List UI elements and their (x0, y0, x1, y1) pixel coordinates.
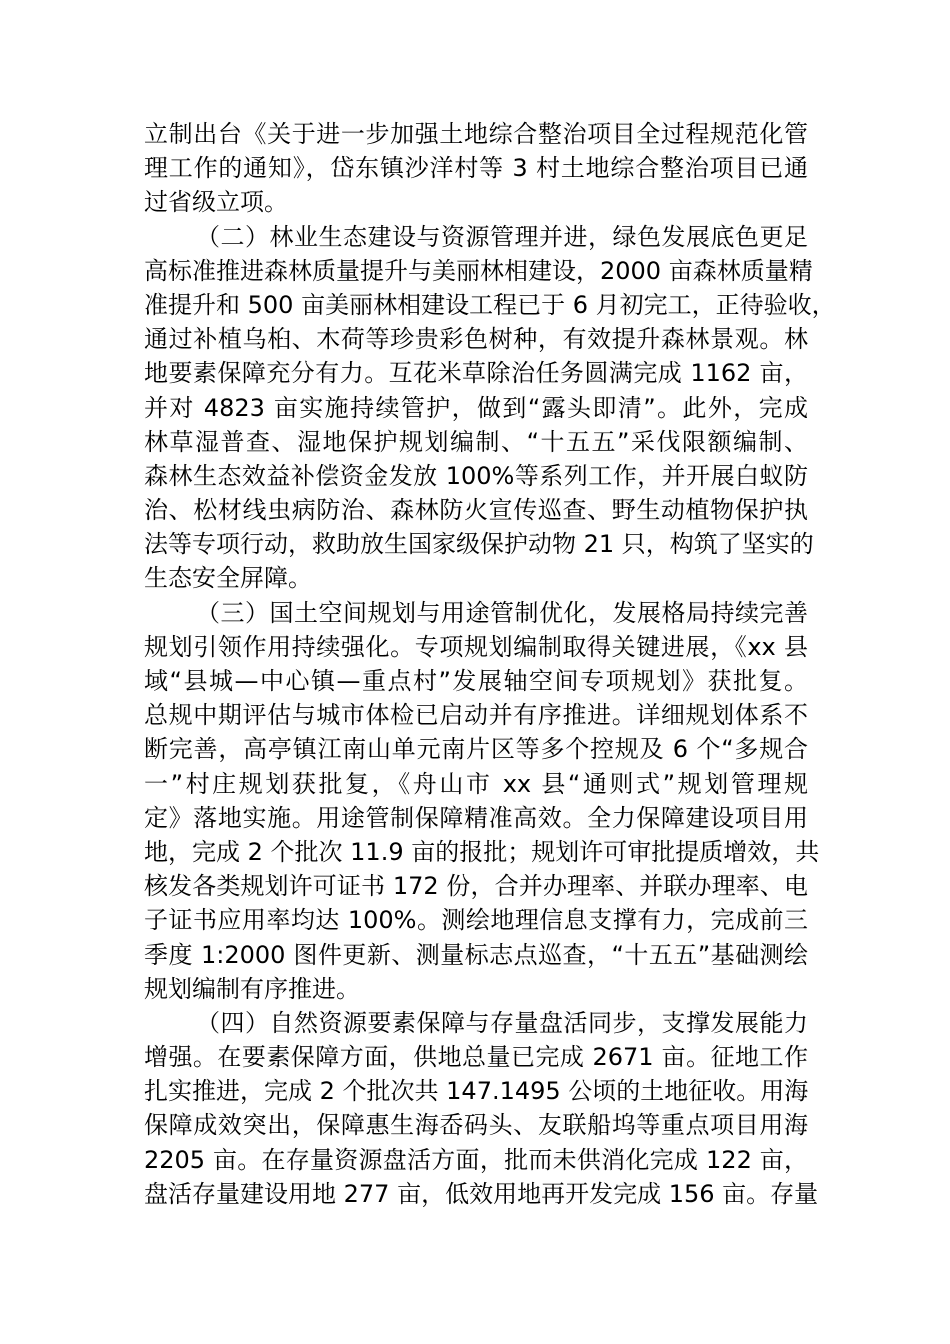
text-line: 总规中期评估与城市体检已启动并有序推进。详细规划体系不 (144, 701, 808, 730)
text-line: 断完善，高亭镇江南山单元南片区等多个控规及 6 个“多规合 (144, 735, 808, 764)
text-line: 地要素保障充分有力。互花米草除治任务圆满完成 1162 亩， (144, 359, 808, 388)
paragraph-heading-line: （三）国土空间规划与用途管制优化，发展格局持续完善 (196, 598, 808, 627)
text-line: 规划编制有序推进。 (144, 974, 360, 1003)
text-line: 治、松材线虫病防治、森林防火宣传巡查、野生动植物保护执 (144, 496, 808, 525)
text-line: 规划引领作用持续强化。专项规划编制取得关键进展，《xx 县 (144, 632, 808, 661)
text-line: 扎实推进，完成 2 个批次共 147.1495 公顷的土地征收。用海 (144, 1077, 809, 1106)
text-line: 通过补植乌桕、木荷等珍贵彩色树种，有效提升森林景观。林 (144, 325, 808, 354)
text-line: 高标准推进森林质量提升与美丽林相建设，2000 亩森林质量精 (144, 256, 813, 285)
text-line: 法等专项行动，救助放生国家级保护动物 21 只，构筑了坚实的 (144, 530, 814, 559)
text-line: 并对 4823 亩实施持续管护，做到“露头即清”。此外，完成 (144, 393, 808, 422)
text-line: 林草湿普查、湿地保护规划编制、“十五五”采伐限额编制、 (144, 427, 808, 456)
text-line: 定》落地实施。用途管制保障精准高效。全力保障建设项目用 (144, 803, 808, 832)
text-line: 一”村庄规划获批复，《舟山市 xx 县“通则式”规划管理规 (144, 769, 808, 798)
text-line: 2205 亩。在存量资源盘活方面，批而未供消化完成 122 亩， (144, 1145, 808, 1174)
text-line: 盘活存量建设用地 277 亩，低效用地再开发完成 156 亩。存量 (144, 1179, 819, 1208)
text-line: 增强。在要素保障方面，供地总量已完成 2671 亩。征地工作 (144, 1043, 808, 1072)
text-line: 过省级立项。 (144, 188, 288, 217)
text-line: 地，完成 2 个批次 11.9 亩的报批；规划许可审批提质增效，共 (144, 837, 820, 866)
text-line: 核发各类规划许可证书 172 份，合并办理率、并联办理率、电 (144, 872, 808, 901)
text-line: 保障成效突出，保障惠生海岙码头、友联船坞等重点项目用海 (144, 1111, 808, 1140)
text-line: 森林生态效益补偿资金发放 100%等系列工作，并开展白蚁防 (144, 461, 808, 490)
text-line: 季度 1:2000 图件更新、测量标志点巡查，“十五五”基础测绘 (144, 940, 808, 969)
text-line: 立制出台《关于进一步加强土地综合整治项目全过程规范化管 (144, 120, 808, 148)
text-line: 准提升和 500 亩美丽林相建设工程已于 6 月初完工，正待验收， (144, 290, 836, 319)
paragraph-heading-line: （二）林业生态建设与资源管理并进，绿色发展底色更足 (196, 222, 808, 251)
text-line: 子证书应用率均达 100%。测绘地理信息支撑有力，完成前三 (144, 906, 808, 935)
text-line: 域“县城—中心镇—重点村”发展轴空间专项规划》获批复。 (144, 667, 808, 695)
paragraph-heading-line: （四）自然资源要素保障与存量盘活同步，支撑发展能力 (196, 1008, 808, 1037)
document-body (144, 117, 836, 1211)
text-line: 生态安全屏障。 (144, 564, 312, 593)
text-line: 理工作的通知》，岱东镇沙洋村等 3 村土地综合整治项目已通 (144, 154, 808, 183)
